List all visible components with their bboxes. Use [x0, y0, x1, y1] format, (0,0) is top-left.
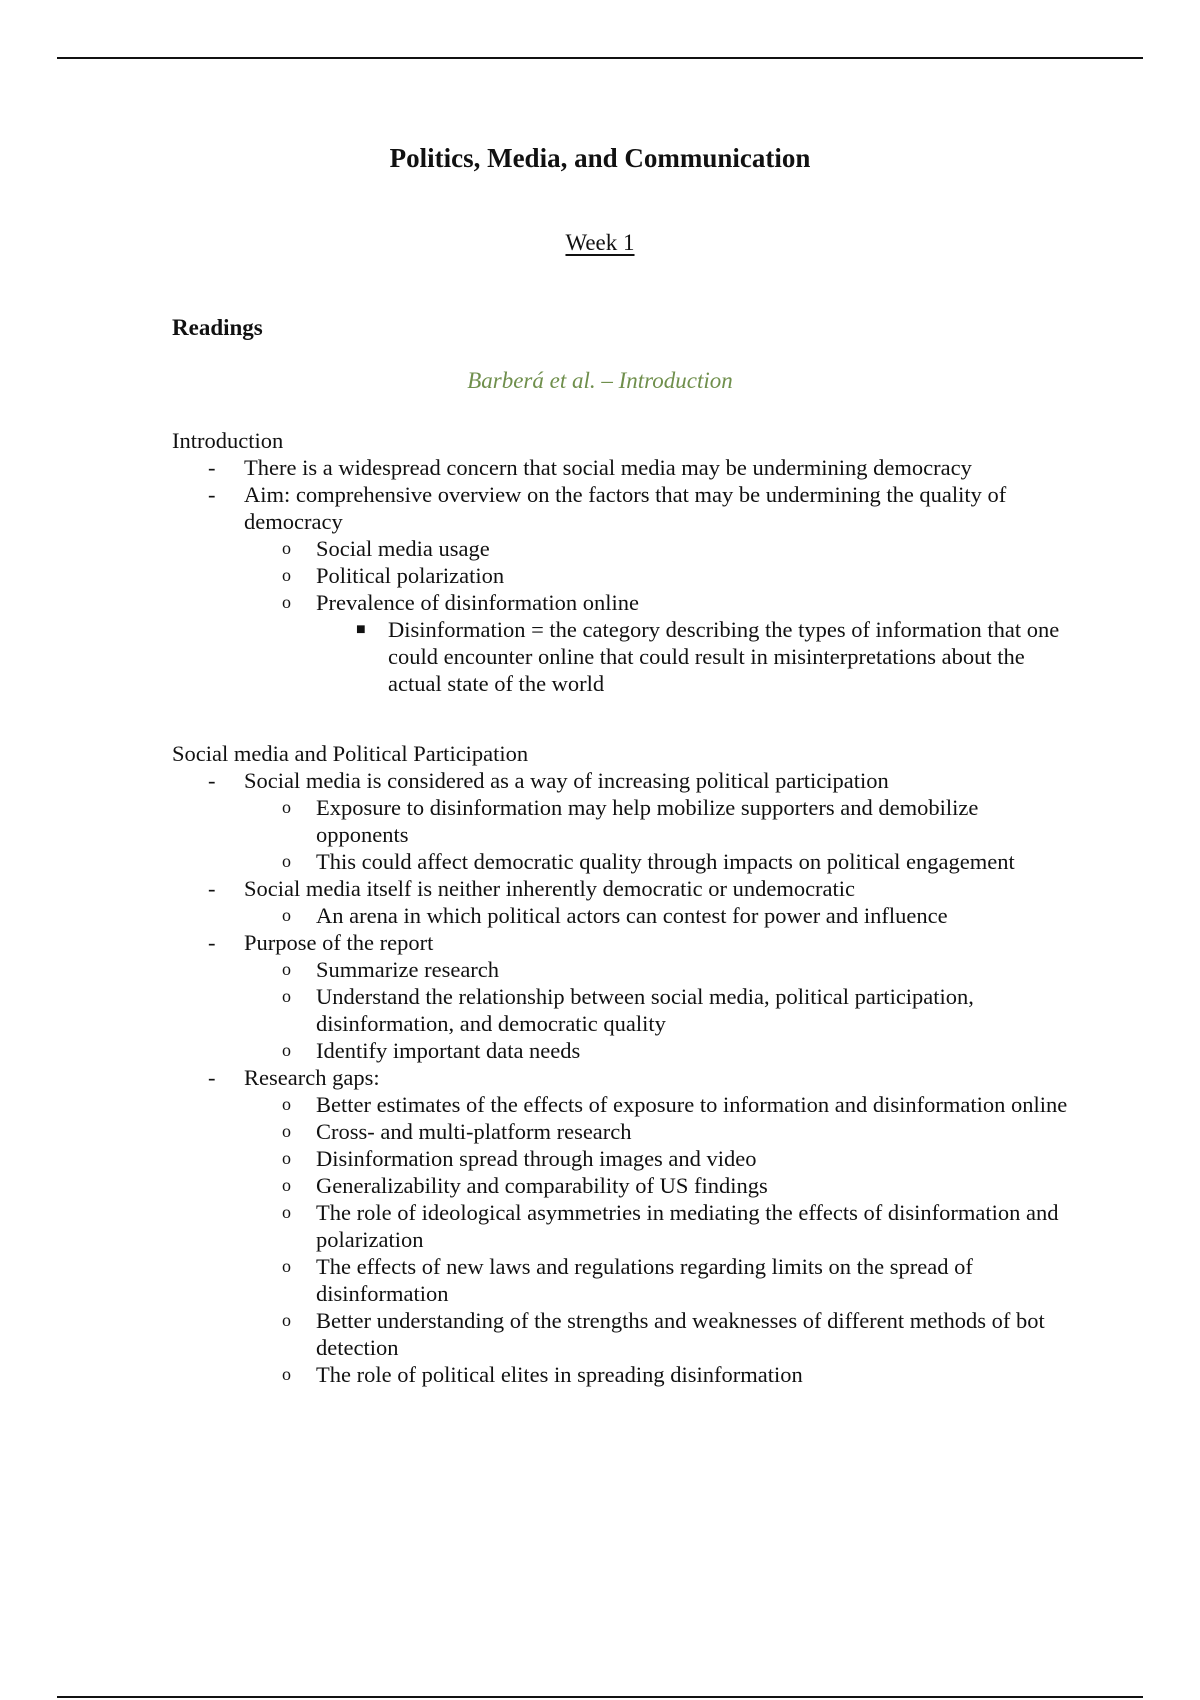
list-item-text: Social media is considered as a way of increasing political participation: [244, 768, 889, 793]
reading-title: Barberá et al. – Introduction: [467, 368, 733, 393]
circle-bullet-icon: o: [282, 959, 291, 979]
list-item: [172, 929, 1072, 1064]
sub-list-item-text: Generalizability and comparability of US findings: [316, 1173, 768, 1198]
header-rule: [57, 57, 1143, 59]
readings-heading: Readings: [172, 315, 263, 340]
sub-list-item: [244, 535, 1072, 562]
sub-list-item-text: An arena in which political actors can contest for power and influence: [316, 903, 948, 928]
circle-bullet-icon: o: [282, 1121, 291, 1141]
sub-list-item-text: Political polarization: [316, 563, 505, 588]
sub-list-item-text: Prevalence of disinformation online: [316, 590, 640, 615]
list-item-text: Research gaps:: [244, 1065, 380, 1090]
circle-bullet-icon: o: [282, 905, 291, 925]
sub-list-item: [244, 902, 1072, 929]
circle-bullet-icon: o: [282, 1310, 291, 1330]
social-list: [172, 767, 1072, 1388]
circle-bullet-icon: o: [282, 1148, 291, 1168]
sub-list-item: [244, 794, 1072, 848]
sub-list-item-text: Summarize research: [316, 957, 500, 982]
circle-bullet-icon: o: [282, 538, 291, 558]
sub-list-item-text: Better understanding of the strengths and weaknesses of different methods of bot detection: [316, 1308, 1045, 1360]
social-media-section: [172, 740, 1072, 1388]
dash-bullet: -: [208, 1065, 216, 1090]
circle-bullet-icon: o: [282, 986, 291, 1006]
sub-list-item: [244, 1172, 1072, 1199]
list-item: [172, 1064, 1072, 1388]
sub-list-item-text: Social media usage: [316, 536, 490, 561]
list-item-text: Aim: comprehensive overview on the factors that may be undermining the quality of democracy: [244, 482, 1007, 534]
circle-bullet-icon: o: [282, 851, 291, 871]
sub-list-item-text: Better estimates of the effects of exposure to information and disinformation online: [316, 1092, 1068, 1117]
sub-list-item-text: The role of political elites in spreading disinformation: [316, 1362, 803, 1387]
sub-list: [244, 794, 1072, 875]
list-item: [172, 875, 1072, 929]
list-item-text: Purpose of the report: [244, 930, 434, 955]
square-bullet-icon: ■: [356, 621, 366, 638]
circle-bullet-icon: o: [282, 1175, 291, 1195]
sub-list-item: [244, 983, 1072, 1037]
circle-bullet-icon: o: [282, 1094, 291, 1114]
dash-bullet: -: [208, 768, 216, 793]
footer-rule: [57, 1696, 1143, 1698]
sub-list-item-text: Identify important data needs: [316, 1038, 581, 1063]
sub-list-item: [244, 1145, 1072, 1172]
sub-list-item-text: The role of ideological asymmetries in mediating the effects of disinformation and polarization: [316, 1200, 1059, 1252]
intro-list: [172, 454, 1072, 697]
circle-bullet-icon: o: [282, 592, 291, 612]
sub-list-item: [244, 1037, 1072, 1064]
list-item: [172, 454, 1072, 481]
sub-list: [244, 1091, 1072, 1388]
section-heading-social-media: Social media and Political Participation: [172, 741, 529, 766]
circle-bullet-icon: o: [282, 1202, 291, 1222]
sub-list-item: [244, 562, 1072, 589]
sub-sub-list: [316, 616, 1072, 697]
week-label: Week 1: [565, 230, 635, 255]
circle-bullet-icon: o: [282, 1256, 291, 1276]
sub-list-item-text: Understand the relationship between social media, political participation, disinformation, and democratic quality: [316, 984, 974, 1036]
sub-list-item: [244, 589, 1072, 697]
sub-list-item-text: Exposure to disinformation may help mobilize supporters and demobilize opponents: [316, 795, 979, 847]
list-item: [172, 767, 1072, 875]
dash-bullet: -: [208, 455, 216, 480]
sub-list-item: [244, 956, 1072, 983]
circle-bullet-icon: o: [282, 1040, 291, 1060]
document-title: Politics, Media, and Communication: [389, 143, 811, 173]
sub-list-item: [244, 848, 1072, 875]
sub-list-item-text: The effects of new laws and regulations regarding limits on the spread of disinformation: [316, 1254, 973, 1306]
sub-list-item-text: Disinformation spread through images and video: [316, 1146, 757, 1171]
list-item-text: Social media itself is neither inherently democratic or undemocratic: [244, 876, 856, 901]
sub-list: [244, 902, 1072, 929]
section-heading-introduction: Introduction: [172, 428, 284, 453]
sub-list-item: [244, 1199, 1072, 1253]
list-item: [172, 481, 1072, 697]
circle-bullet-icon: o: [282, 565, 291, 585]
sub-list-item: [244, 1253, 1072, 1307]
circle-bullet-icon: o: [282, 797, 291, 817]
dash-bullet: -: [208, 876, 216, 901]
sub-list: [244, 956, 1072, 1064]
sub-list-item: [244, 1361, 1072, 1388]
sub-list-item: [244, 1118, 1072, 1145]
list-item-text: There is a widespread concern that social media may be undermining democracy: [244, 455, 972, 480]
dash-bullet: -: [208, 930, 216, 955]
sub-sub-list-item: [316, 616, 1072, 697]
introduction-section: [172, 427, 1072, 697]
dash-bullet: -: [208, 482, 216, 507]
circle-bullet-icon: o: [282, 1364, 291, 1384]
sub-list-item-text: This could affect democratic quality through impacts on political engagement: [316, 849, 1015, 874]
sub-list-item: [244, 1307, 1072, 1361]
sub-list-item: [244, 1091, 1072, 1118]
sub-sub-list-item-text: Disinformation = the category describing the types of information that one could encounter online that could result in misinterpretations about the actual state of the world: [388, 617, 1060, 696]
sub-list: [244, 535, 1072, 697]
sub-list-item-text: Cross- and multi-platform research: [316, 1119, 632, 1144]
